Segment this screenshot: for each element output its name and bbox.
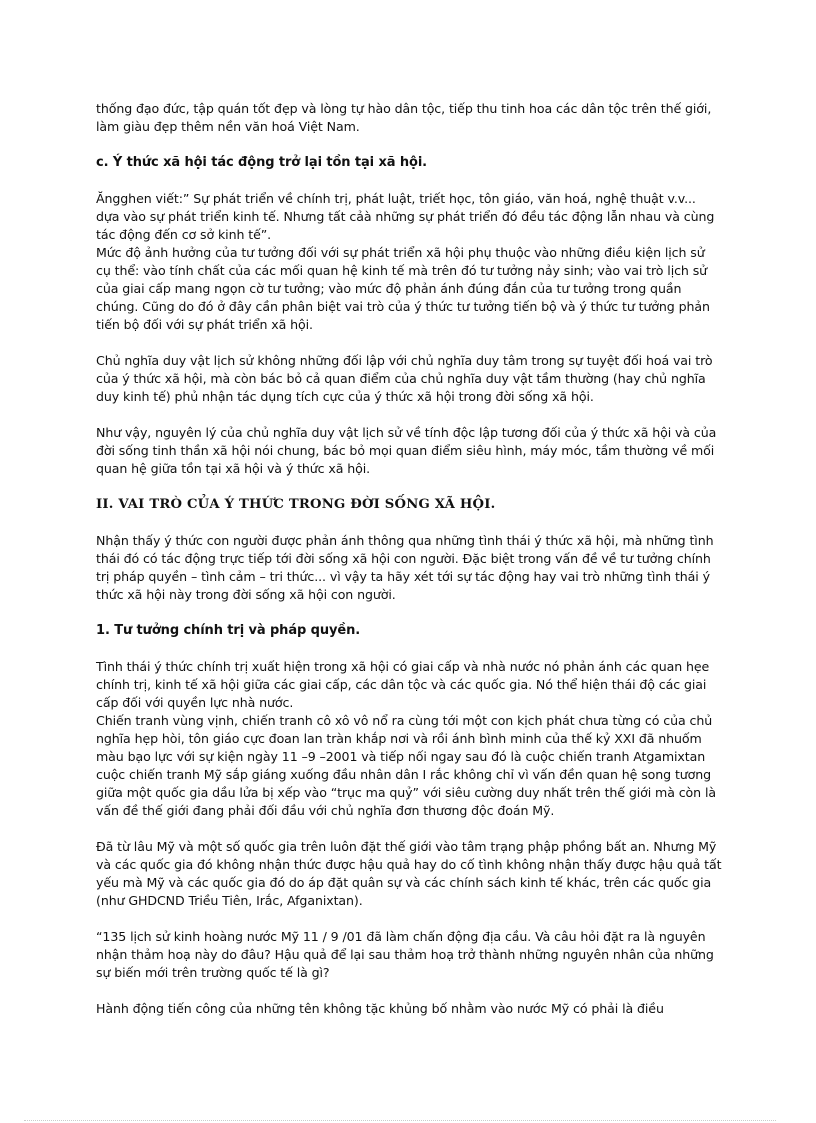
section-heading: II. VAI TRÒ CỦA Ý THỨC TRONG ĐỜI SỐNG XÃ HỘI.: [96, 497, 496, 512]
page-bottom-divider: [24, 1120, 776, 1121]
paragraph: Đã từ lâu Mỹ và một số quốc gia trên luôn đặt thế giới vào tâm trạng phập phồng bất an. Nhưng Mỹ và các quốc gia đó không nhận thức được hậu quả hay do cố tình không nhận thấy được hậu quả tất yếu mà Mỹ và các quốc gia đó do áp đặt quân sự và các chính sách kinh tế khác, trên các quốc gia (như GHDCND Triều Tiên, Irắc, Afganixtan).: [96, 839, 722, 908]
paragraph: Như vậy, nguyên lý của chủ nghĩa duy vật lịch sử về tính độc lập tương đối của ý thức xã hội và của đời sống tinh thần xã hội nói chung, bác bỏ mọi quan điểm siêu hình, máy móc, tầm thường về mối quan hệ giữa tồn tại xã hội và ý thức xã hội.: [96, 425, 717, 476]
section-heading: 1. Tư tưởng chính trị và pháp quyền.: [96, 623, 361, 638]
paragraph: “135 lịch sử kinh hoàng nước Mỹ 11 / 9 /01 đã làm chấn động địa cầu. Và câu hỏi đặt ra là nguyên nhận thảm hoạ này do đâu? Hậu quả để lại sau thảm hoạ trở thành những nguyên nhân của những sự biến mới trên trường quốc tế là gì?: [96, 929, 714, 980]
paragraph: Mức độ ảnh hưởng của tư tưởng đối với sự phát triển xã hội phụ thuộc vào những điều kiện lịch sử cụ thể: vào tính chất của các mối quan hệ kinh tế mà trên đó tư tưởng nảy sinh; vào vai trò lịch sử của giai cấp mang ngọn cờ tư tưởng; vào mức độ phản ánh đúng đắn của tư tưởng trong quần chúng. Cũng do đó ở đây cần phân biệt vai trò của ý thức tư tưởng tiến bộ và ý thức tư tưởng phản tiến bộ đối với sự phát triển xã hội.: [96, 245, 710, 332]
paragraph: Hành động tiến công của những tên không tặc khủng bố nhằm vào nước Mỹ có phải là điều: [96, 1001, 664, 1016]
paragraph: Ăngghen viết:” Sự phát triển về chính trị, phát luật, triết học, tôn giáo, văn hoá, nghệ thuật v.v... dựa vào sự phát triển kinh tế. Nhưng tất cảà những sự phát triển đó đều tác động lẫn nhau và cùng tác động đến cơ sở kinh tế”.: [96, 191, 715, 242]
paragraph: Tình thái ý thức chính trị xuất hiện trong xã hội có giai cấp và nhà nước nó phản ánh các quan hẹe chính trị, kinh tế xã hội giữa các giai cấp, các dân tộc và các quốc gia. Nó thể hiện thái độ các giai cấp đối với quyền lực nhà nước.: [96, 659, 710, 710]
paragraph: Chiến tranh vùng vịnh, chiến tranh cô xô vô nổ ra cùng tới một con kịch phát chưa từng có của chủ nghĩa hẹp hòi, tôn giáo cực đoan lan tràn khắp nơi và rồi ánh bình minh của thế kỷ XXI đã nhuốm màu bạo lực với sự kiện ngày 11 –9 –2001 và tiếp nối ngay sau đó là cuộc chiến tranh Atgamixtan cuộc chiến tranh Mỹ sắp giáng xuống đầu nhân dân I rắc không chỉ vì vấn đền quan hệ song tương giữa một quốc gia dầu lửa bị xếp vào “trục ma quỷ” với siêu cường duy nhất trên thế giới mà còn là vấn đề thế giới đang phải đối đầu với chủ nghĩa đơn thương độc đoán Mỹ.: [96, 713, 716, 818]
paragraph: Nhận thấy ý thức con người được phản ánh thông qua những tình thái ý thức xã hội, mà những tình thái đó có tác động trực tiếp tới đời sống xã hội con người. Đặc biệt trong vấn đề về tư tưởng chính trị pháp quyền – tình cảm – tri thức... vì vậy ta hãy xét tới sự tác động hay vai trò những tình thái ý thức xã hội này trong đời sống xã hội con người.: [96, 533, 714, 602]
document-body: [96, 100, 722, 1036]
paragraph: Chủ nghĩa duy vật lịch sử không những đối lập với chủ nghĩa duy tâm trong sự tuyệt đối hoá vai trò của ý thức xã hội, mà còn bác bỏ cả quan điểm của chủ nghĩa duy vật tầm thường (hay chủ nghĩa duy kinh tế) phủ nhận tác dụng tích cực của ý thức xã hội trong đời sống xã hội.: [96, 353, 713, 404]
section-heading: c. Ý thức xã hội tác động trở lại tồn tại xã hội.: [96, 155, 428, 170]
paragraph: thống đạo đức, tập quán tốt đẹp và lòng tự hào dân tộc, tiếp thu tinh hoa các dân tộc trên thế giới, làm giàu đẹp thêm nền văn hoá Việt Nam.: [96, 101, 712, 134]
